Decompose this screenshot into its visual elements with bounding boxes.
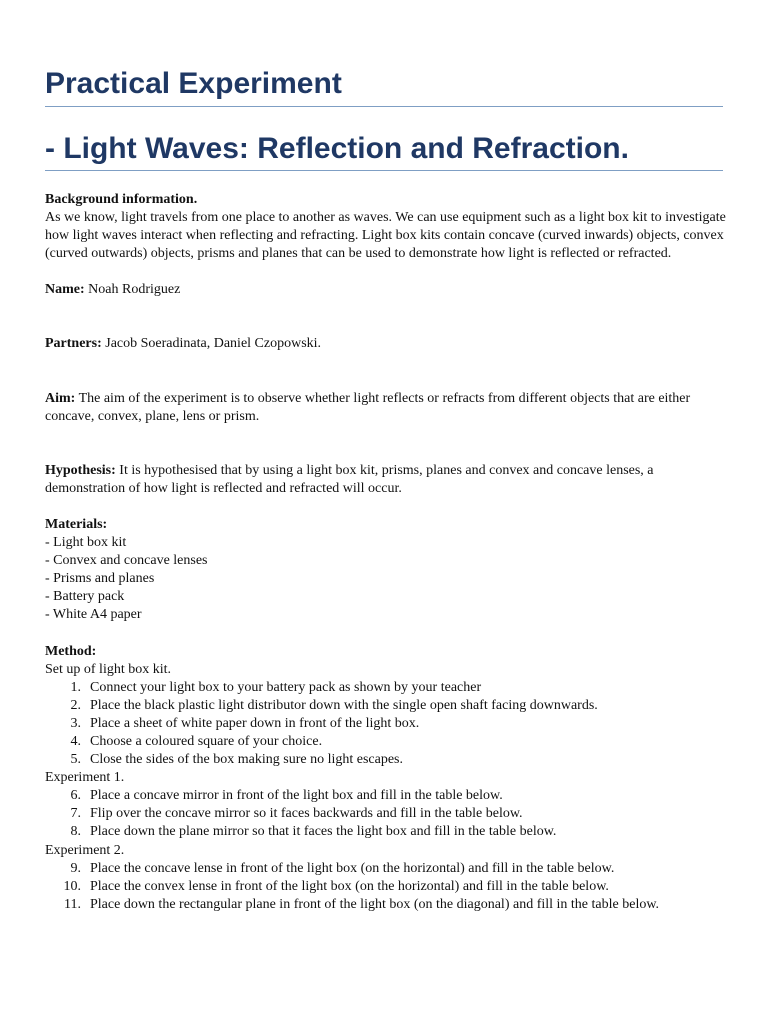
method-step: 4. Choose a coloured square of your choice. (70, 733, 323, 749)
experiment-2-label: Experiment 2. (45, 842, 125, 858)
aim-label: Aim: (45, 390, 76, 406)
list-item: - Light box kit (45, 535, 127, 551)
hypothesis-label: Hypothesis: (45, 462, 116, 478)
name-field (45, 281, 730, 299)
name-value: Noah Rodriguez (88, 282, 181, 298)
background-section (45, 191, 730, 263)
experiment-1-steps (45, 787, 730, 841)
method-step: 1. Connect your light box to your battery pack as shown by your teacher (70, 679, 482, 695)
method-step: 8. Place down the plane mirror so that it faces the light box and fill in the table below. (70, 824, 557, 840)
hypothesis-field (45, 462, 730, 498)
method-step: 7. Flip over the concave mirror so it faces backwards and fill in the table below. (70, 806, 523, 822)
experiment-2-steps (45, 860, 730, 914)
setup-label: Set up of light box kit. (45, 661, 171, 677)
list-item: - Battery pack (45, 589, 125, 605)
setup-steps (45, 679, 730, 769)
aim-field (45, 390, 730, 426)
partners-field (45, 335, 730, 353)
hypothesis-value: It is hypothesised that by using a light box kit, prisms, planes and convex and concave lenses, a demonstration of how light is reflected and refracted will occur. (45, 462, 654, 496)
method-step: 2. Place the black plastic light distributor down with the single open shaft facing downwards. (70, 697, 598, 713)
title-block-2 (45, 131, 723, 171)
name-label: Name: (45, 282, 85, 298)
partners-label: Partners: (45, 336, 102, 352)
materials-heading: Materials: (45, 516, 108, 532)
experiment-1-label: Experiment 1. (45, 770, 125, 786)
method-step: 11. Place down the rectangular plane in front of the light box (on the diagonal) and fill in the table below. (64, 896, 660, 912)
aim-value: The aim of the experiment is to observe whether light reflects or refracts from different objects that are either concave, convex, plane, lens or prism. (45, 390, 691, 424)
method-step: 10. Place the convex lense in front of the light box (on the horizontal) and fill in the table below. (63, 878, 609, 894)
list-item: - Convex and concave lenses (45, 553, 208, 569)
partners-value: Jacob Soeradinata, Daniel Czopowski. (105, 336, 322, 352)
method-step: 5. Close the sides of the box making sure no light escapes. (70, 752, 403, 768)
background-text: As we know, light travels from one place to another as waves. We can use equipment such as a light box kit to investigate how light waves interact when reflecting and refracting. Light box kits contain concave (curved inwards) objects, convex (curved outwards) objects, prisms and planes that can be used to demonstrate how light is reflected or refracted. (45, 210, 726, 262)
document-body (45, 191, 730, 914)
method-step: 6. Place a concave mirror in front of the light box and fill in the table below. (70, 788, 503, 804)
page-title: Practical Experiment (45, 67, 342, 100)
title-underline (45, 106, 723, 107)
materials-section (45, 516, 730, 625)
method-step: 3. Place a sheet of white paper down in front of the light box. (70, 715, 420, 731)
method-heading: Method: (45, 643, 97, 659)
method-step: 9. Place the concave lense in front of the light box (on the horizontal) and fill in the table below. (70, 860, 615, 876)
page-subtitle: - Light Waves: Reflection and Refraction. (45, 132, 629, 165)
method-section (45, 643, 730, 914)
title-block-1 (45, 66, 723, 107)
list-item: - Prisms and planes (45, 571, 155, 587)
background-heading: Background information. (45, 192, 198, 207)
list-item: - White A4 paper (45, 607, 142, 623)
subtitle-underline (45, 170, 723, 171)
